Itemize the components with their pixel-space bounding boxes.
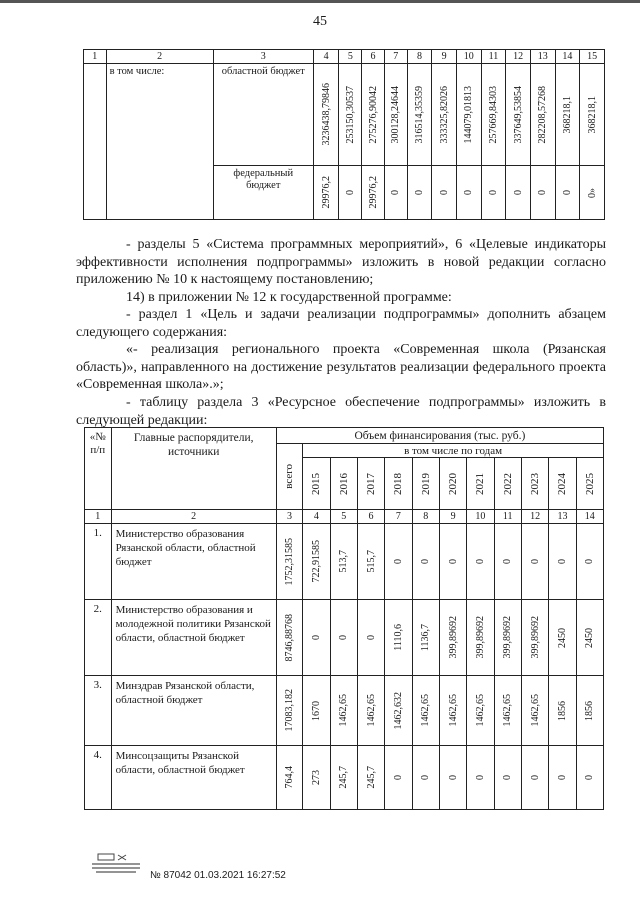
col-by-year-header: в том числе по годам: [303, 444, 604, 458]
source-label: федеральный бюджет: [213, 166, 313, 220]
table-header-row: 1 2 3 4 5 6 7 8 9 10 11 12 13 14 15: [84, 50, 605, 64]
paragraph-sections: - разделы 5 «Система программных мероприятий», 6 «Целевые индикаторы эффективности исполнения подпрограммы» изложить в новой редакции согласно приложению № 10 к настоящему постановлению;: [76, 237, 606, 287]
row-label: в том числе:: [106, 64, 213, 220]
paragraph-item-14: 14) в приложении № 12 к государственной программе:: [126, 290, 452, 305]
paragraph-project: «- реализация регионального проекта «Современная школа (Рязанская область)», направленного на достижение результатов реализации федерального проекта «Современная школа».»;: [76, 342, 606, 392]
table-row: 2. Министерство образования и молодежной политики Рязанской области, областной бюджет 8746,88768 0 0 0 1110,6 1136,7 399,89692 399,89692 399,89692 399,89692 2450 2450: [85, 600, 604, 676]
source-label: областной бюджет: [213, 64, 313, 166]
table-header-row: 1 2 3 4 5 6 7 8 9 10 11 12 13 14: [85, 510, 604, 524]
table-row: федеральный бюджет 29976,2 0 29976,2 0 0 0 0 0 0 0 0 0»: [84, 166, 605, 220]
table-row: 4. Минсоцзащиты Рязанской области, областной бюджет 764,4 273 245,7 245,7 0 0 0 0 0 0 0 0: [85, 746, 604, 810]
table-row: 1. Министерство образования Рязанской области, областной бюджет 1752,31585 722,91585 513,7 515,7 0 0 0 0 0 0 0 0: [85, 524, 604, 600]
budget-table-continued: [83, 49, 605, 220]
col-num-header: «№ п/п: [85, 428, 112, 510]
table-row: 3. Минздрав Рязанской области, областной бюджет 17083,182 1670 1462,65 1462,65 1462,632 1462,65 1462,65 1462,65 1462,65 1462,65 1856 1856: [85, 676, 604, 746]
col-funding-header: Объем финансирования (тыс. руб.): [276, 428, 603, 444]
paragraph-table-intro: - таблицу раздела 3 «Ресурсное обеспечение подпрограммы» изложить в следующей редакции:: [76, 395, 606, 428]
top-edge: [0, 0, 640, 3]
col-total-header: всего: [283, 464, 296, 489]
page-number: 45: [313, 14, 327, 29]
document-footer: № 87042 01.03.2021 16:27:52: [150, 870, 286, 881]
paragraph-section-1: - раздел 1 «Цель и задачи реализации подпрограммы» дополнить абзацем следующего содержания:: [76, 307, 606, 340]
table-row: в том числе: областной бюджет 3236438,79846 253150,30537 275276,90042 300128,24644 316514,35359 333325,82026 144079,01813 257669,84303 337649,53854 282208,57268 368218,1 368218,1: [84, 64, 605, 166]
document-stamp-icon: [92, 852, 140, 874]
resource-table: [84, 427, 604, 810]
col-main-header: Главные распорядители, источники: [111, 428, 276, 510]
years-row: 2015 2016 2017 2018 2019 2020 2021 2022 2023 2024 2025: [85, 458, 604, 510]
